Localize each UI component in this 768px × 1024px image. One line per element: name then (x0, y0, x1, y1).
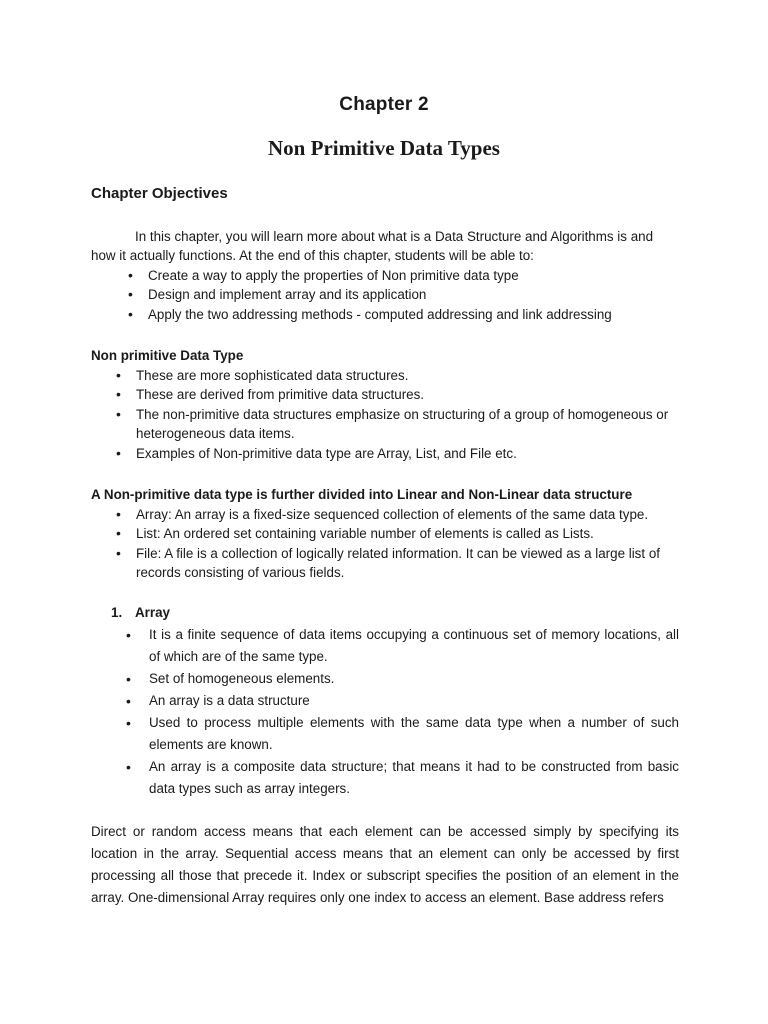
non-primitive-heading: Non primitive Data Type (91, 348, 244, 363)
list-item: • It is a finite sequence of data items occupying a continuous set of memory locations, all of which are of the same type. (91, 624, 679, 668)
list-item: • Examples of Non-primitive data type are Array, List, and File etc. (91, 444, 679, 464)
array-heading (91, 603, 679, 623)
list-item: • Apply the two addressing methods - computed addressing and link addressing (91, 305, 679, 325)
division-heading: A Non-primitive data type is further divided into Linear and Non-Linear data structure (91, 487, 633, 502)
list-item: • Set of homogeneous elements. (91, 668, 679, 690)
chapter-title: Non Primitive Data Types (268, 136, 500, 160)
non-primitive-list (91, 366, 679, 464)
list-item: • List: An ordered set containing variable number of elements is called as Lists. (91, 524, 679, 544)
division-list (91, 505, 679, 583)
objectives-list (91, 266, 679, 325)
closing-paragraph: Direct or random access means that each element can be accessed simply by specifying its location in the array. Sequential access means that an element can only be accessed by first processing all those that precede it. Index or subscript specifies the position of an element in the array. One-dimensional Array requires only one index to access an element. Base address refers (91, 824, 679, 905)
list-item: • An array is a composite data structure; that means it had to be constructed from basic data types such as array integers. (91, 756, 679, 800)
list-item: • Used to process multiple elements with the same data type when a number of such elements are known. (91, 712, 679, 756)
document-body (91, 184, 679, 909)
list-item: • These are more sophisticated data structures. (91, 366, 679, 386)
objectives-heading: Chapter Objectives (91, 185, 228, 202)
list-item: • File: A file is a collection of logically related information. It can be viewed as a large list of records consisting of various fields. (91, 544, 679, 583)
list-item: • Create a way to apply the properties of Non primitive data type (91, 266, 679, 286)
list-item: • The non-primitive data structures emphasize on structuring of a group of homogeneous or heterogeneous data items. (91, 405, 679, 444)
chapter-label: Chapter 2 (339, 94, 429, 115)
objectives-intro: In this chapter, you will learn more about what is a Data Structure and Algorithms is and how it actually functions. At the end of this chapter, students will be able to: (91, 228, 654, 263)
list-item: • These are derived from primitive data structures. (91, 385, 679, 405)
list-item: • An array is a data structure (91, 690, 679, 712)
array-list (91, 624, 679, 800)
list-item: • Design and implement array and its application (91, 285, 679, 305)
array-number: 1. (111, 604, 123, 620)
array-heading-text: Array (135, 604, 170, 620)
list-item: • Array: An array is a fixed-size sequenced collection of elements of the same data type. (91, 505, 679, 525)
